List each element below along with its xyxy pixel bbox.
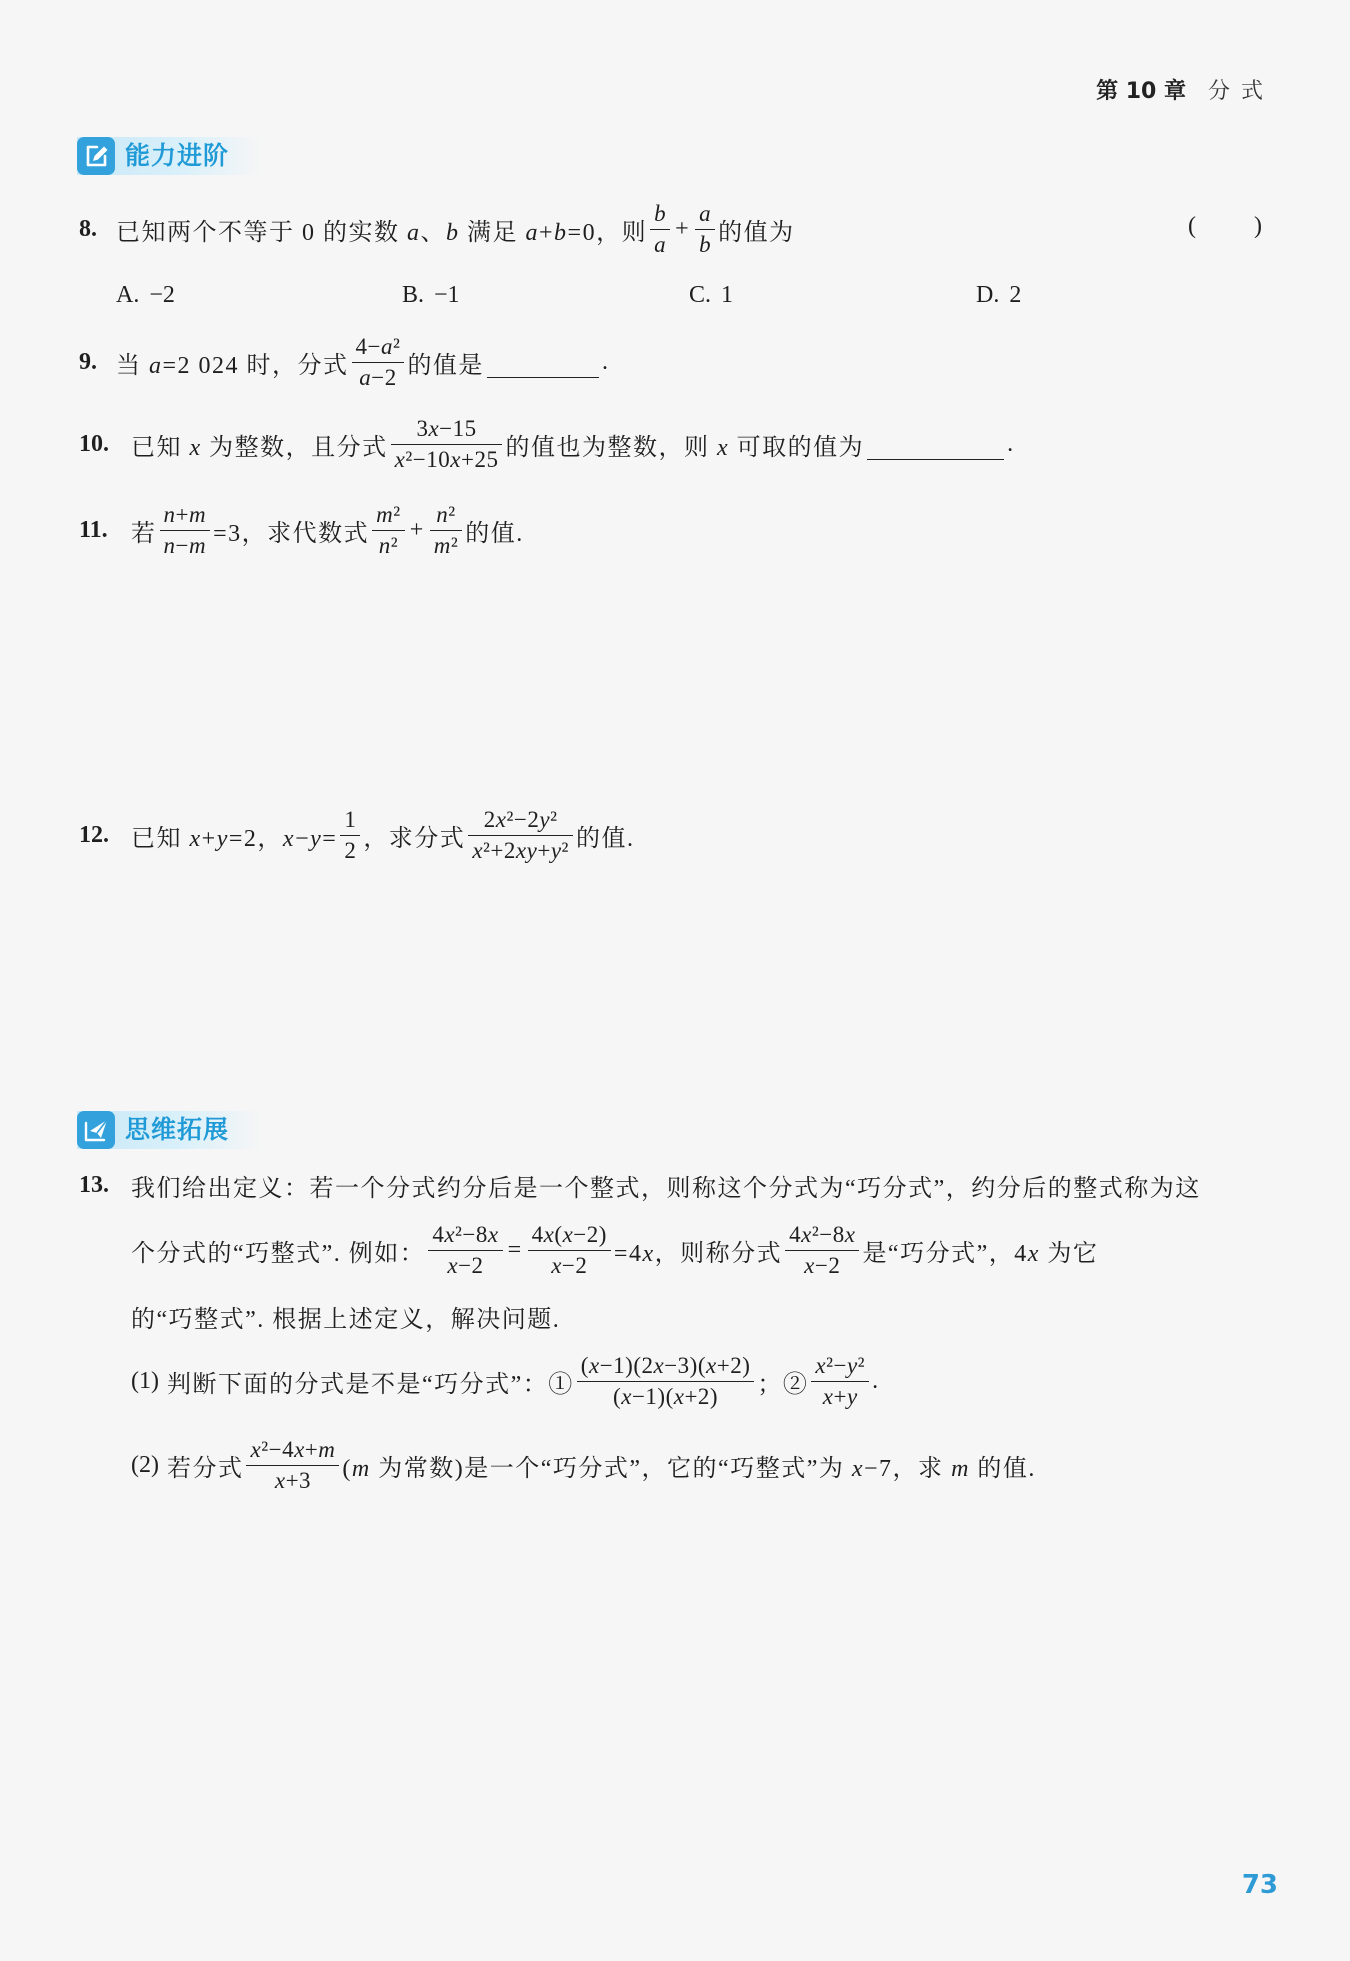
math-variable: x <box>851 1455 865 1482</box>
question-text: 已知 x+y=2，x−y= <box>131 825 338 852</box>
option-c <box>689 260 733 330</box>
math-variable: x <box>543 1221 555 1247</box>
fraction <box>695 199 715 260</box>
part-label: (2) <box>131 1451 159 1478</box>
option-value: −2 <box>149 281 175 308</box>
math-variable: y <box>216 825 229 852</box>
section-title: 能力进阶 <box>125 141 230 170</box>
part-label: (1) <box>131 1367 159 1394</box>
question-text: =4x，则称分式 <box>613 1240 783 1267</box>
fraction <box>372 500 405 561</box>
question-text: 的值是 <box>407 352 484 379</box>
question-9 <box>79 327 609 397</box>
numerator: m² <box>376 501 401 527</box>
chapter-label: 第 10 章 <box>1096 79 1186 104</box>
bracket-open: ( <box>1188 213 1196 239</box>
math-variable: y <box>539 806 551 832</box>
question-number: 11. <box>79 516 108 543</box>
math-variable: x <box>706 1352 717 1378</box>
question-number: 9. <box>79 348 97 375</box>
option-value: 2 <box>1009 281 1022 308</box>
math-variable: x <box>844 1221 856 1247</box>
question-11 <box>79 495 524 565</box>
math-variable: x <box>1027 1240 1040 1267</box>
math-variable: x <box>189 825 202 852</box>
numerator: 3x−15 <box>416 415 477 441</box>
question-text: 当 a=2 024 时，分式 <box>116 352 349 379</box>
section-title: 思维拓展 <box>125 1115 230 1144</box>
fraction <box>428 1220 502 1281</box>
math-variable: n <box>163 501 176 527</box>
denominator: x+3 <box>246 1465 339 1496</box>
math-variable: x <box>450 446 461 472</box>
denominator: m² <box>430 530 463 561</box>
math-variable: x <box>822 1383 834 1409</box>
question-number: 12. <box>79 821 109 848</box>
numerator: 4x²−8x <box>789 1221 856 1247</box>
question-end: . <box>872 1367 880 1394</box>
denominator: a−2 <box>352 362 405 393</box>
numerator: 4x²−8x <box>432 1221 499 1247</box>
math-variable: m <box>376 501 394 527</box>
question-text: 判断下面的分式是不是“巧分式”：① <box>166 1371 574 1398</box>
option-d <box>976 260 1021 330</box>
math-variable: b <box>654 200 667 226</box>
bracket-close: ) <box>1254 213 1262 239</box>
math-variable: n <box>163 532 176 558</box>
numerator: x²−y² <box>815 1352 866 1378</box>
math-variable: n <box>378 532 391 558</box>
question-text: 的值也为整数，则 x 可取的值为 <box>505 434 865 461</box>
answer-bracket <box>1186 194 1266 264</box>
question-text: 的值为 <box>718 219 795 246</box>
math-variable: y <box>310 825 323 852</box>
math-variable: a <box>359 364 372 390</box>
math-variable: x <box>801 1221 812 1247</box>
math-variable: x <box>428 415 440 441</box>
numerator: 4x(x−2) <box>531 1221 607 1247</box>
option-label: D. <box>976 281 1000 308</box>
math-variable: n <box>436 501 449 527</box>
math-variable: m <box>188 501 207 527</box>
denominator: n² <box>372 530 405 561</box>
math-variable: a <box>407 219 421 246</box>
section-header-ability <box>77 137 263 175</box>
question-end: . <box>1007 430 1015 457</box>
math-variable: y <box>526 837 538 863</box>
fraction <box>785 1220 859 1281</box>
option-label: B. <box>402 281 425 308</box>
math-variable: x <box>815 1352 827 1378</box>
math-variable: x <box>515 837 527 863</box>
fraction <box>160 500 211 561</box>
question-13-part-1 <box>131 1346 880 1416</box>
option-a <box>116 260 175 330</box>
page-number: 73 <box>1241 1870 1278 1900</box>
numerator <box>695 199 715 229</box>
question-text: 是“巧分式”，4x 为它 <box>862 1240 1099 1267</box>
numerator: (x−1)(2x−3)(x+2) <box>580 1352 751 1378</box>
math-variable: x <box>716 434 730 461</box>
question-12 <box>79 800 634 870</box>
denominator: x+y <box>811 1381 869 1412</box>
math-variable: x <box>447 1252 459 1278</box>
math-variable: b <box>554 219 568 246</box>
fraction <box>468 805 573 866</box>
denominator: x²+2xy+y² <box>468 835 573 866</box>
math-variable: x <box>294 1436 305 1462</box>
math-variable: x <box>495 806 507 832</box>
math-variable: m <box>433 532 451 558</box>
math-variable: a <box>525 219 539 246</box>
math-variable: x <box>562 1221 574 1247</box>
math-variable: x <box>250 1436 262 1462</box>
option-value: −1 <box>434 281 460 308</box>
math-variable: x <box>653 1352 665 1378</box>
fraction <box>430 500 463 561</box>
math-variable: m <box>951 1455 970 1482</box>
math-variable: x <box>394 446 406 472</box>
question-8 <box>79 194 795 264</box>
math-variable: y <box>846 1352 858 1378</box>
question-text: 已知 x 为整数，且分式 <box>131 434 388 461</box>
question-text: 我们给出定义：若一个分式约分后是一个整式，则称这个分式为“巧分式”，约分后的整式称为这 <box>131 1175 1201 1202</box>
fraction <box>577 1351 755 1412</box>
denominator: x−2 <box>785 1250 859 1281</box>
math-variable: x <box>588 1352 600 1378</box>
fraction <box>340 805 360 866</box>
math-variable: x <box>804 1252 815 1278</box>
math-variable: b <box>699 231 712 257</box>
question-text: 个分式的“巧整式”. 例如： <box>131 1240 426 1267</box>
question-number: 13. <box>79 1171 109 1198</box>
math-variable: x <box>487 1221 499 1247</box>
math-variable: x <box>551 1252 562 1278</box>
math-variable: y <box>550 837 562 863</box>
operator: + <box>409 516 425 543</box>
question-text: 的值. <box>575 825 635 852</box>
fraction <box>528 1220 611 1281</box>
denominator: x²−10x+25 <box>391 444 503 475</box>
question-text: 若 <box>131 520 157 547</box>
math-variable: x <box>444 1221 456 1247</box>
fraction <box>246 1435 339 1496</box>
fraction <box>352 332 405 393</box>
fraction <box>811 1351 869 1412</box>
numerator: x²−4x+m <box>250 1436 336 1462</box>
question-number: 10. <box>79 430 109 457</box>
math-variable: y <box>846 1383 858 1409</box>
math-variable: x <box>189 434 202 461</box>
option-value: 1 <box>721 281 734 308</box>
math-variable: x <box>673 1383 685 1409</box>
question-text: ；② <box>757 1371 809 1398</box>
denominator: x−2 <box>428 1250 502 1281</box>
page-header <box>1096 74 1265 105</box>
numerator: n+m <box>163 501 207 527</box>
math-variable: m <box>318 1436 336 1462</box>
chapter-topic: 分 式 <box>1208 79 1265 104</box>
option-label: C. <box>689 281 712 308</box>
denominator: n−m <box>160 530 211 561</box>
math-variable: x <box>621 1383 632 1409</box>
question-end: . <box>601 348 610 375</box>
question-text: 若分式 <box>166 1455 244 1482</box>
numerator <box>650 199 670 229</box>
fraction <box>391 414 503 475</box>
question-text: 的“巧整式”. 根据上述定义，解决问题. <box>131 1306 561 1333</box>
question-text: =3，求代数式 <box>213 520 370 547</box>
question-text: 已知两个不等于 0 的实数 a、b 满足 a+b=0，则 <box>116 219 648 246</box>
math-variable: a <box>654 231 667 257</box>
question-text: 的值. <box>465 520 524 547</box>
denominator <box>650 229 670 260</box>
option-b <box>402 260 460 330</box>
denominator: (x−1)(x+2) <box>577 1381 755 1412</box>
answer-blank <box>867 429 1004 460</box>
answer-blank <box>487 347 599 378</box>
question-text: ，求分式 <box>363 825 466 852</box>
math-variable: x <box>642 1240 655 1267</box>
math-variable: x <box>472 837 484 863</box>
fraction <box>650 199 670 260</box>
question-number: 8. <box>79 215 97 242</box>
edit-icon <box>77 137 115 175</box>
option-label: A. <box>116 281 140 308</box>
question-13-line-3 <box>131 1281 560 1351</box>
math-variable: x <box>274 1467 286 1493</box>
denominator <box>695 229 715 260</box>
math-variable: a <box>149 352 163 379</box>
numerator: 1 <box>344 806 357 832</box>
math-variable: x <box>282 825 296 852</box>
question-13-line-2 <box>131 1215 1098 1285</box>
operator: + <box>675 215 691 242</box>
denominator: 2 <box>340 835 360 866</box>
math-variable: m <box>351 1455 371 1482</box>
section-header-thinking <box>77 1111 263 1149</box>
question-text: (m 为常数)是一个“巧分式”，它的“巧整式”为 x−7，求 m 的值. <box>342 1455 1036 1482</box>
question-13-line-1 <box>79 1150 1201 1220</box>
numerator: 4−a² <box>355 333 401 359</box>
paper-plane-icon <box>77 1111 115 1149</box>
math-variable: b <box>446 219 460 246</box>
operator: = <box>507 1236 523 1263</box>
numerator: n² <box>436 501 456 527</box>
math-variable: a <box>381 333 394 359</box>
question-10 <box>79 409 1015 479</box>
math-variable: m <box>188 532 207 558</box>
denominator: x−2 <box>528 1250 611 1281</box>
question-13-part-2 <box>131 1430 1036 1500</box>
math-variable: a <box>699 200 712 226</box>
numerator: 2x²−2y² <box>483 806 558 832</box>
